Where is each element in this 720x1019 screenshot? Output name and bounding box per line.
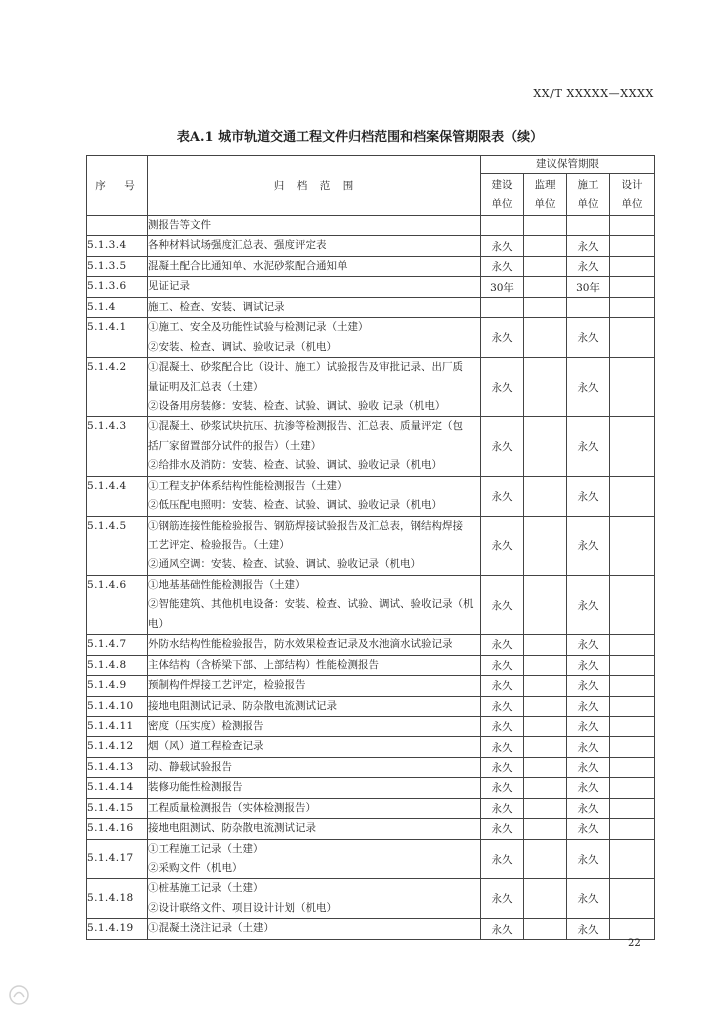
cell-contractor-unit bbox=[567, 216, 610, 236]
cell-construction-unit: 永久 bbox=[481, 819, 524, 839]
table-row bbox=[87, 635, 655, 655]
scope-line: ②智能建筑、其他机电设备：安装、检查、试验、调试、验收记录（机 bbox=[148, 598, 474, 611]
scope-line: ①地基基础性能检测报告（土建） bbox=[148, 578, 306, 591]
cell-design-unit bbox=[610, 716, 655, 736]
scope-line: 接地电阻测试、防杂散电流测试记录 bbox=[148, 822, 316, 835]
table-header bbox=[87, 156, 655, 216]
cell-design-unit bbox=[610, 655, 655, 675]
cell-design-unit bbox=[610, 879, 655, 919]
header-unit-construction bbox=[481, 174, 524, 216]
scope-line: 烟（风）道工程检查记录 bbox=[148, 740, 264, 753]
scope-line: ②低压配电照明：安装、检查、试验、调试、验收记录（机电） bbox=[148, 499, 442, 512]
header-unit-line: 监理 bbox=[534, 178, 556, 191]
header-scope: 归 档 范 围 bbox=[148, 156, 481, 216]
table-row bbox=[87, 516, 655, 575]
cell-design-unit bbox=[610, 919, 655, 939]
cell-construction-unit: 永久 bbox=[481, 778, 524, 798]
scope-line: ②给排水及消防：安装、检查、试验、调试、验收记录（机电） bbox=[148, 459, 442, 472]
table-row bbox=[87, 277, 655, 297]
cell-design-unit bbox=[610, 757, 655, 777]
cell-seq-number: 5.1.3.6 bbox=[87, 277, 148, 297]
cell-contractor-unit: 永久 bbox=[567, 318, 610, 358]
cell-supervision-unit bbox=[524, 819, 567, 839]
cell-design-unit bbox=[610, 575, 655, 634]
cell-contractor-unit: 永久 bbox=[567, 696, 610, 716]
scope-line: 工程质量检测报告（实体检测报告） bbox=[148, 801, 316, 814]
cell-supervision-unit bbox=[524, 778, 567, 798]
cell-contractor-unit: 永久 bbox=[567, 516, 610, 575]
cell-contractor-unit: 永久 bbox=[567, 676, 610, 696]
cell-design-unit bbox=[610, 417, 655, 476]
cell-archive-scope bbox=[148, 516, 481, 575]
cell-construction-unit: 永久 bbox=[481, 696, 524, 716]
cell-archive-scope bbox=[148, 318, 481, 358]
cell-contractor-unit: 永久 bbox=[567, 635, 610, 655]
scope-line: 电） bbox=[148, 617, 169, 630]
cell-seq-number: 5.1.4.12 bbox=[87, 737, 148, 757]
cell-contractor-unit: 永久 bbox=[567, 476, 610, 516]
cell-supervision-unit bbox=[524, 839, 567, 879]
cell-archive-scope bbox=[148, 839, 481, 879]
cell-supervision-unit bbox=[524, 417, 567, 476]
scope-line: 预制构件焊接工艺评定，检验报告 bbox=[148, 679, 306, 692]
header-seq: 序 号 bbox=[87, 156, 148, 216]
cell-construction-unit: 永久 bbox=[481, 236, 524, 256]
cell-supervision-unit bbox=[524, 575, 567, 634]
cell-seq-number: 5.1.4.13 bbox=[87, 757, 148, 777]
cell-supervision-unit bbox=[524, 696, 567, 716]
cell-seq-number: 5.1.4.10 bbox=[87, 696, 148, 716]
watermark-logo-icon bbox=[8, 984, 30, 1006]
cell-supervision-unit bbox=[524, 236, 567, 256]
cell-seq-number: 5.1.4.3 bbox=[87, 417, 148, 476]
scope-line: ②采购文件（机电） bbox=[148, 862, 243, 874]
page-number: 22 bbox=[628, 938, 641, 949]
scope-line: 各种材料试场强度汇总表、强度评定表 bbox=[148, 239, 327, 252]
table-row bbox=[87, 696, 655, 716]
cell-archive-scope bbox=[148, 655, 481, 675]
cell-contractor-unit: 永久 bbox=[567, 778, 610, 798]
header-row bbox=[87, 156, 655, 174]
cell-design-unit bbox=[610, 277, 655, 297]
header-unit-contractor bbox=[567, 174, 610, 216]
scope-line: 量证明及汇总表（土建） bbox=[148, 380, 264, 393]
cell-seq-number: 5.1.4.1 bbox=[87, 318, 148, 358]
cell-construction-unit: 永久 bbox=[481, 417, 524, 476]
cell-design-unit bbox=[610, 819, 655, 839]
cell-construction-unit bbox=[481, 216, 524, 236]
cell-archive-scope bbox=[148, 358, 481, 417]
cell-archive-scope bbox=[148, 696, 481, 716]
cell-design-unit bbox=[610, 778, 655, 798]
scope-line: 主体结构（含桥梁下部、上部结构）性能检测报告 bbox=[148, 658, 379, 671]
scope-line: ①混凝土、砂浆配合比（设计、施工）试验报告及审批记录、出厂质 bbox=[148, 361, 463, 374]
cell-construction-unit: 永久 bbox=[481, 635, 524, 655]
cell-construction-unit: 永久 bbox=[481, 919, 524, 939]
cell-construction-unit: 永久 bbox=[481, 358, 524, 417]
cell-seq-number: 5.1.4 bbox=[87, 297, 148, 317]
cell-construction-unit bbox=[481, 297, 524, 317]
cell-contractor-unit: 永久 bbox=[567, 256, 610, 276]
header-unit-design bbox=[610, 174, 655, 216]
cell-archive-scope bbox=[148, 575, 481, 634]
scope-line: 接地电阻测试记录、防杂散电流测试记录 bbox=[148, 699, 337, 712]
cell-seq-number: 5.1.4.7 bbox=[87, 635, 148, 655]
cell-seq-number: 5.1.4.15 bbox=[87, 798, 148, 818]
table-row bbox=[87, 297, 655, 317]
scope-line: ②通风空调：安装、检查、试验、调试、验收记录（机电） bbox=[148, 558, 421, 571]
table-row bbox=[87, 778, 655, 798]
cell-seq-number: 5.1.4.8 bbox=[87, 655, 148, 675]
cell-supervision-unit bbox=[524, 798, 567, 818]
table-row bbox=[87, 839, 655, 879]
table-title: 表A.1 城市轨道交通工程文件归档范围和档案保管期限表（续） bbox=[176, 130, 544, 145]
table-row bbox=[87, 236, 655, 256]
cell-archive-scope bbox=[148, 236, 481, 256]
cell-archive-scope bbox=[148, 716, 481, 736]
cell-archive-scope bbox=[148, 635, 481, 655]
cell-design-unit bbox=[610, 839, 655, 879]
cell-design-unit bbox=[610, 297, 655, 317]
table-row bbox=[87, 417, 655, 476]
cell-archive-scope bbox=[148, 297, 481, 317]
cell-archive-scope bbox=[148, 919, 481, 939]
cell-seq-number: 5.1.4.17 bbox=[87, 839, 148, 879]
cell-supervision-unit bbox=[524, 879, 567, 919]
cell-seq-number bbox=[87, 216, 148, 236]
cell-supervision-unit bbox=[524, 919, 567, 939]
table-row bbox=[87, 676, 655, 696]
scope-line: ①混凝土浇注记录（土建） bbox=[148, 922, 274, 935]
cell-supervision-unit bbox=[524, 737, 567, 757]
table-body bbox=[87, 216, 655, 940]
scope-line: 括厂家留置部分试件的报告）（土建） bbox=[148, 439, 322, 452]
table-row bbox=[87, 318, 655, 358]
header-unit-supervision bbox=[524, 174, 567, 216]
cell-contractor-unit: 永久 bbox=[567, 919, 610, 939]
cell-archive-scope bbox=[148, 417, 481, 476]
cell-construction-unit: 永久 bbox=[481, 839, 524, 879]
header-unit-line: 单位 bbox=[491, 197, 513, 210]
cell-archive-scope bbox=[148, 879, 481, 919]
archive-table bbox=[86, 155, 655, 940]
cell-contractor-unit: 永久 bbox=[567, 236, 610, 256]
table-row bbox=[87, 798, 655, 818]
scope-line: ①桩基施工记录（土建） bbox=[148, 882, 264, 895]
header-unit-line: 单位 bbox=[534, 197, 556, 210]
cell-design-unit bbox=[610, 737, 655, 757]
cell-supervision-unit bbox=[524, 277, 567, 297]
table-row bbox=[87, 757, 655, 777]
cell-supervision-unit bbox=[524, 256, 567, 276]
cell-seq-number: 5.1.4.11 bbox=[87, 716, 148, 736]
cell-design-unit bbox=[610, 516, 655, 575]
cell-contractor-unit: 永久 bbox=[567, 417, 610, 476]
scope-line: ①施工、安全及功能性试验与检测记录（土建） bbox=[148, 321, 369, 334]
cell-archive-scope bbox=[148, 277, 481, 297]
table-row bbox=[87, 737, 655, 757]
cell-construction-unit: 永久 bbox=[481, 798, 524, 818]
cell-construction-unit: 永久 bbox=[481, 737, 524, 757]
scope-line: ①钢筋连接性能检验报告、钢筋焊接试验报告及汇总表，钢结构焊接 bbox=[148, 519, 463, 532]
cell-supervision-unit bbox=[524, 297, 567, 317]
cell-design-unit bbox=[610, 358, 655, 417]
table-row bbox=[87, 655, 655, 675]
cell-archive-scope bbox=[148, 757, 481, 777]
cell-construction-unit: 永久 bbox=[481, 476, 524, 516]
cell-supervision-unit bbox=[524, 318, 567, 358]
cell-seq-number: 5.1.4.16 bbox=[87, 819, 148, 839]
header-unit-line: 建设 bbox=[491, 178, 513, 191]
scope-line: 装修功能性检测报告 bbox=[148, 781, 243, 794]
scope-line: ①混凝土、砂浆试块抗压、抗渗等检测报告、汇总表、质量评定（包 bbox=[148, 420, 463, 433]
cell-construction-unit: 永久 bbox=[481, 318, 524, 358]
table-row bbox=[87, 216, 655, 236]
cell-contractor-unit: 永久 bbox=[567, 655, 610, 675]
table-row bbox=[87, 919, 655, 939]
cell-design-unit bbox=[610, 696, 655, 716]
cell-archive-scope bbox=[148, 676, 481, 696]
cell-construction-unit: 永久 bbox=[481, 716, 524, 736]
cell-archive-scope bbox=[148, 476, 481, 516]
scope-line: ②设备用房装修：安装、检查、试验、调试、验收 记录（机电） bbox=[148, 399, 446, 412]
scope-line: 工艺评定、检验报告。（土建） bbox=[148, 539, 290, 551]
table-row bbox=[87, 879, 655, 919]
document-code: XX/T XXXXX—XXXX bbox=[533, 87, 654, 100]
cell-design-unit bbox=[610, 256, 655, 276]
cell-contractor-unit: 永久 bbox=[567, 737, 610, 757]
scope-line: 密度（压实度）检测报告 bbox=[148, 719, 264, 732]
table-row bbox=[87, 819, 655, 839]
cell-archive-scope bbox=[148, 216, 481, 236]
cell-supervision-unit bbox=[524, 635, 567, 655]
cell-contractor-unit: 永久 bbox=[567, 839, 610, 879]
header-unit-line: 设计 bbox=[621, 178, 643, 191]
cell-design-unit bbox=[610, 676, 655, 696]
scope-line: 施工、检查、安装、调试记录 bbox=[148, 300, 285, 313]
cell-seq-number: 5.1.4.14 bbox=[87, 778, 148, 798]
cell-construction-unit: 永久 bbox=[481, 879, 524, 919]
scope-line: 见证记录 bbox=[148, 280, 190, 293]
cell-contractor-unit: 永久 bbox=[567, 879, 610, 919]
scope-line: ①工程支护体系结构性能检测报告（土建） bbox=[148, 479, 348, 492]
cell-construction-unit: 永久 bbox=[481, 676, 524, 696]
table-row bbox=[87, 716, 655, 736]
table-row bbox=[87, 476, 655, 516]
cell-contractor-unit: 永久 bbox=[567, 575, 610, 634]
cell-seq-number: 5.1.4.5 bbox=[87, 516, 148, 575]
cell-seq-number: 5.1.4.4 bbox=[87, 476, 148, 516]
cell-seq-number: 5.1.4.6 bbox=[87, 575, 148, 634]
scope-line: ①工程施工记录（土建） bbox=[148, 842, 264, 855]
cell-seq-number: 5.1.4.19 bbox=[87, 919, 148, 939]
cell-seq-number: 5.1.3.5 bbox=[87, 256, 148, 276]
cell-seq-number: 5.1.3.4 bbox=[87, 236, 148, 256]
scope-line: ②安装、检查、调试、验收记录（机电） bbox=[148, 340, 337, 353]
scope-line: 动、静载试验报告 bbox=[148, 760, 232, 773]
cell-design-unit bbox=[610, 798, 655, 818]
cell-supervision-unit bbox=[524, 216, 567, 236]
cell-contractor-unit: 永久 bbox=[567, 757, 610, 777]
cell-construction-unit: 永久 bbox=[481, 256, 524, 276]
cell-contractor-unit bbox=[567, 297, 610, 317]
cell-construction-unit: 永久 bbox=[481, 575, 524, 634]
cell-contractor-unit: 永久 bbox=[567, 798, 610, 818]
scope-line: 外防水结构性能检验报告，防水效果检查记录及水池滴水试验记录 bbox=[148, 638, 453, 651]
cell-archive-scope bbox=[148, 819, 481, 839]
cell-supervision-unit bbox=[524, 516, 567, 575]
cell-supervision-unit bbox=[524, 655, 567, 675]
table-row bbox=[87, 256, 655, 276]
table-row bbox=[87, 358, 655, 417]
cell-seq-number: 5.1.4.9 bbox=[87, 676, 148, 696]
cell-design-unit bbox=[610, 236, 655, 256]
cell-archive-scope bbox=[148, 256, 481, 276]
cell-design-unit bbox=[610, 635, 655, 655]
scope-line: 混凝土配合比通知单、水泥砂浆配合通知单 bbox=[148, 259, 348, 272]
table-row bbox=[87, 575, 655, 634]
cell-contractor-unit: 永久 bbox=[567, 819, 610, 839]
header-unit-line: 施工 bbox=[577, 178, 599, 191]
scope-line: ②设计联络文件、项目设计计划（机电） bbox=[148, 901, 337, 914]
cell-contractor-unit: 永久 bbox=[567, 716, 610, 736]
header-unit-line: 单位 bbox=[577, 197, 599, 210]
cell-supervision-unit bbox=[524, 476, 567, 516]
cell-supervision-unit bbox=[524, 757, 567, 777]
cell-construction-unit: 永久 bbox=[481, 655, 524, 675]
header-unit-line: 单位 bbox=[621, 197, 643, 210]
cell-seq-number: 5.1.4.18 bbox=[87, 879, 148, 919]
cell-archive-scope bbox=[148, 798, 481, 818]
cell-seq-number: 5.1.4.2 bbox=[87, 358, 148, 417]
cell-supervision-unit bbox=[524, 716, 567, 736]
cell-contractor-unit: 永久 bbox=[567, 358, 610, 417]
cell-construction-unit: 永久 bbox=[481, 516, 524, 575]
cell-construction-unit: 30年 bbox=[481, 277, 524, 297]
header-retention-period: 建议保管期限 bbox=[481, 156, 655, 174]
cell-construction-unit: 永久 bbox=[481, 757, 524, 777]
cell-archive-scope bbox=[148, 778, 481, 798]
cell-contractor-unit: 30年 bbox=[567, 277, 610, 297]
cell-archive-scope bbox=[148, 737, 481, 757]
cell-design-unit bbox=[610, 476, 655, 516]
cell-supervision-unit bbox=[524, 676, 567, 696]
cell-design-unit bbox=[610, 318, 655, 358]
cell-supervision-unit bbox=[524, 358, 567, 417]
scope-line: 测报告等文件 bbox=[148, 219, 211, 231]
cell-design-unit bbox=[610, 216, 655, 236]
